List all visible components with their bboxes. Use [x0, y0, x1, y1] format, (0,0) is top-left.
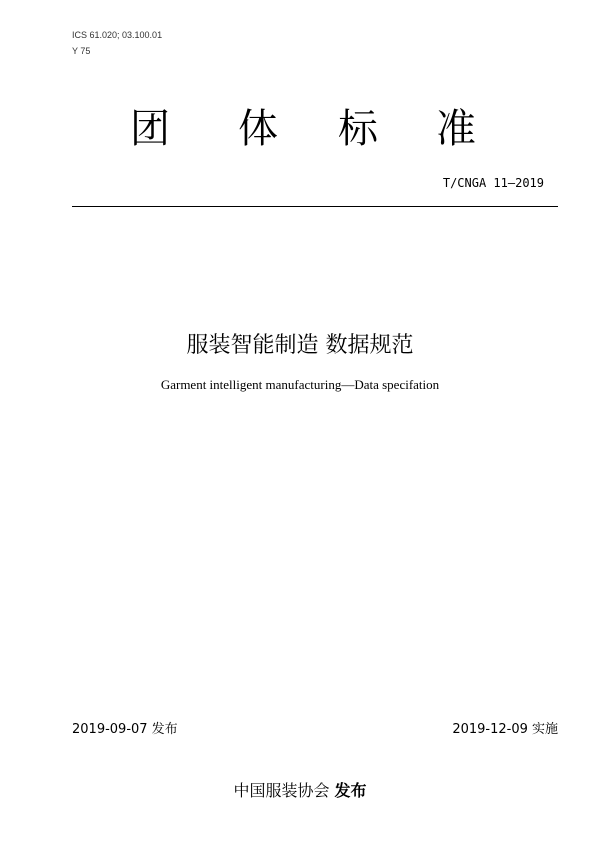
ics-code: ICS 61.020; 03.100.01	[72, 30, 163, 40]
publisher-suffix: 发布	[334, 781, 367, 800]
category-char: 体	[238, 106, 278, 152]
ccs-code: Y 75	[72, 46, 91, 56]
title-chinese: 服装智能制造 数据规范	[186, 333, 414, 358]
category-char: 准	[436, 106, 476, 152]
issue-date: 2019-09-07 发布	[72, 722, 178, 737]
standard-code: T/CNGA 11—2019	[442, 176, 544, 190]
publisher-name: 中国服装协会	[233, 781, 330, 800]
title-english: Garment intelligent manufacturing—Data specifation	[160, 377, 440, 392]
category-char: 标	[338, 106, 378, 152]
publisher	[0, 778, 600, 801]
divider	[72, 206, 558, 207]
effective-date: 2019-12-09 实施	[452, 722, 558, 737]
category-char: 团	[130, 106, 170, 152]
